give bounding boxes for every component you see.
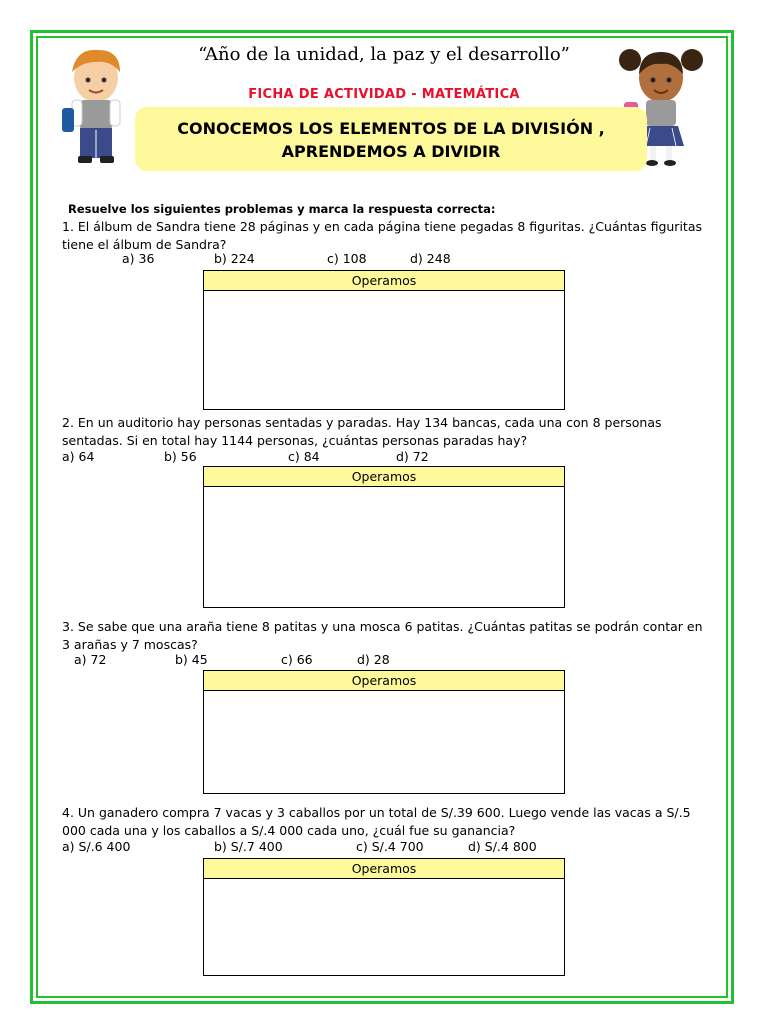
- problem-2-text: 2. En un auditorio hay personas sentadas y paradas. Hay 134 bancas, cada una con 8 personas sentadas. Si en total hay 1144 personas, ¿cuántas personas paradas hay?: [62, 415, 662, 448]
- option-c[interactable]: c) 84: [288, 449, 320, 464]
- instructions: Resuelve los siguientes problemas y marca la respuesta correcta:: [68, 202, 496, 216]
- option-a[interactable]: a) 36: [122, 251, 155, 266]
- problem-1-options: [62, 251, 522, 269]
- problem-3-options: [62, 652, 522, 670]
- option-a[interactable]: a) 72: [74, 652, 107, 667]
- work-box-3[interactable]: [203, 670, 565, 794]
- work-box-1[interactable]: [203, 270, 565, 410]
- problem-2-options: [62, 449, 522, 467]
- title-line-2: APRENDEMOS A DIVIDIR: [281, 142, 501, 161]
- title-line-1: CONOCEMOS LOS ELEMENTOS DE LA DIVISIÓN ,: [177, 119, 605, 138]
- option-d[interactable]: d) 28: [357, 652, 390, 667]
- worksheet-title: [135, 117, 647, 163]
- worksheet-subtitle: FICHA DE ACTIVIDAD - MATEMÁTICA: [248, 87, 520, 102]
- option-c[interactable]: c) S/.4 700: [356, 839, 424, 854]
- problem-1-text: 1. El álbum de Sandra tiene 28 páginas y en cada página tiene pegadas 8 figuritas. ¿Cuántas figuritas tiene el álbum de Sandra?: [62, 219, 702, 252]
- option-b[interactable]: b) 224: [214, 251, 255, 266]
- option-c[interactable]: c) 108: [327, 251, 367, 266]
- work-box-4[interactable]: [203, 858, 565, 976]
- year-motto: “Año de la unidad, la paz y el desarrollo”: [198, 44, 570, 65]
- option-d[interactable]: d) 72: [396, 449, 429, 464]
- work-box-header: Operamos: [204, 671, 564, 691]
- option-b[interactable]: b) 45: [175, 652, 208, 667]
- option-b[interactable]: b) S/.7 400: [214, 839, 283, 854]
- work-box-header: Operamos: [204, 859, 564, 879]
- problem-3-text: 3. Se sabe que una araña tiene 8 patitas y una mosca 6 patitas. ¿Cuántas patitas se podrán contar en 3 arañas y 7 moscas?: [62, 619, 703, 652]
- problem-4-text: 4. Un ganadero compra 7 vacas y 3 caballos por un total de S/.39 600. Luego vende las vacas a S/.5 000 cada una y los caballos a S/.4 000 cada uno, ¿cuál fue su ganancia?: [62, 805, 691, 838]
- option-b[interactable]: b) 56: [164, 449, 197, 464]
- work-box-header: Operamos: [204, 467, 564, 487]
- option-a[interactable]: a) S/.6 400: [62, 839, 131, 854]
- work-box-header: Operamos: [204, 271, 564, 291]
- option-c[interactable]: c) 66: [281, 652, 313, 667]
- option-a[interactable]: a) 64: [62, 449, 95, 464]
- option-d[interactable]: d) S/.4 800: [468, 839, 537, 854]
- problem-4-options: [62, 839, 582, 857]
- work-box-2[interactable]: [203, 466, 565, 608]
- option-d[interactable]: d) 248: [410, 251, 451, 266]
